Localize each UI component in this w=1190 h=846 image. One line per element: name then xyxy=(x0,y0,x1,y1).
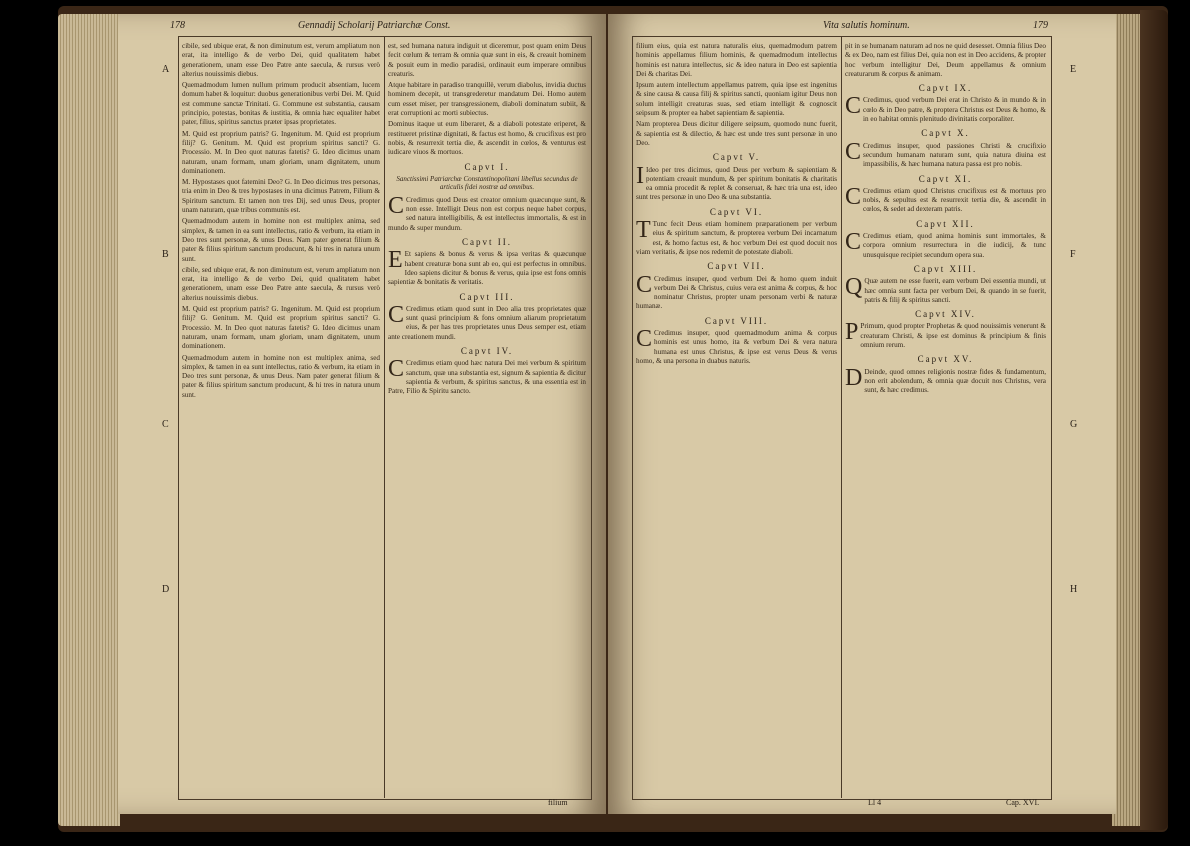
chapter-heading: Capvt IX. xyxy=(918,83,973,94)
drop-cap: D xyxy=(845,364,863,391)
left-column-1 xyxy=(182,42,380,794)
chapter-heading: Capvt V. xyxy=(712,152,761,163)
chapter-heading: Capvt III. xyxy=(459,291,515,302)
drop-cap: E xyxy=(388,247,403,274)
left-page-number: 178 xyxy=(170,20,185,31)
paragraph: Ipsum autem intellectum appellamus patrem, quia ipse est ingenitus & sine causa & causa filij & spiritus sancti, quoniam igitur Deus non solum intelligit creaturas suas, sed etiam intelligit & cognoscit seipsum & propter ea habet sapientiam & sapientia. xyxy=(636,81,837,118)
chapter-heading: Capvt X. xyxy=(921,128,970,139)
chapter-text: C Credimus etiam, quod anima hominis sunt immortales, & corpora omnium resurrectura in die iudicij, & tunc unusquisque recipiet secundum opera sua. xyxy=(845,229,1046,259)
paragraph: pit in se humanam naturam ad nos ne quid desesset. Omnia filius Deo & ex Deo, nam est filius Dei, quia non est in Deo accidens, & propter hoc verbum intelligitur Dei, Deum appellamus & omnium creaturarum & corpus & animam. xyxy=(845,42,1046,78)
chapter-text: C Credimus etiam quod sunt in Deo alia tres proprietates quæ sunt quasi principium & fons omnium aliarum proprietatum eius, & per has tres proprietates unus Deus semper est, etiam ante creationem mundi. xyxy=(388,301,586,341)
drop-cap: T xyxy=(636,217,651,244)
drop-cap: C xyxy=(845,229,862,256)
chapter-heading: Capvt I. xyxy=(464,161,510,172)
margin-letter-b: B xyxy=(162,249,169,260)
drop-cap: C xyxy=(845,183,862,210)
chapter-text: Q Quæ autem ne esse fuerit, eam verbum Dei essentia mundi, ut hæc omnia sunt facta per verbum Dei, & quando in se fuerit, patris & filij & spiritus sancti. xyxy=(845,274,1046,304)
paragraph: est, sed humana natura indiguit ut diceremur, post quam enim Deus fecit cœlum & terram & omnia quæ sunt in eis, & creauit hominem & posuit eum in medio paradisi, ordinauit eum imperare omnibus creaturis. xyxy=(388,42,586,78)
right-page-number: 179 xyxy=(1033,20,1048,31)
drop-cap: C xyxy=(388,301,405,328)
cover-edge-right xyxy=(1140,10,1168,830)
chapter-text: C Credimus insuper, quod verbum Dei & homo quem induit verbum Dei & Christus, cuius vera est anima & corpus, & hoc nominatur Christus, propter unam personam verbi & naturæ humanæ. xyxy=(636,271,837,311)
paragraph: cibile, sed ubique erat, & non diminutum est, verum ampliatum non erat, ita intelligo & de verbo Dei, quid qualitatem habet generationem, unam esse Deo Patre ante saecula, & rursus verò alterius nouissimis diebus. xyxy=(182,42,380,78)
paragraph: M. Quid est proprium patris? G. Ingenitum. M. Quid est proprium filij? G. Genitum. M. Quid est proprium spiritus sancti? G. Processio. M. In Deo quot naturas fatetis? G. Ideo dicimus unam naturam, unam formam, unam gloriam, unam dignitatem, unum dominationem. xyxy=(182,129,380,175)
right-running-title: Vita salutis hominum. xyxy=(823,20,910,31)
margin-letter-h: H xyxy=(1070,584,1078,595)
signature-mark: Ll 4 xyxy=(868,798,882,807)
page-edges-left xyxy=(58,14,120,826)
left-column-2 xyxy=(388,42,586,794)
chapter-text: C Credimus insuper, quod passiones Christi & crucifixio secundum humanam naturam sunt, quia natura diuina est impassibilis, & hæc humana natura passa est pro nobis. xyxy=(845,138,1046,169)
margin-letter-a: A xyxy=(162,64,170,75)
chapter-heading: Capvt XIII. xyxy=(913,263,978,274)
drop-cap: Q xyxy=(845,274,863,301)
paragraph: Dominus itaque ut eum liberaret, & a diaboli potestate eriperet, & restitueret pristinæ dignitati, & factus est homo, & crucifixus est pro nobis, & resurrexit tertia die, & ascendit in cœlos, & venturus est iudicare viuos & mortuos. xyxy=(388,120,586,157)
left-running-title: Gennadij Scholarij Patriarchæ Const. xyxy=(298,20,451,31)
right-catchword: Cap. XVI. xyxy=(1006,798,1040,807)
paragraph: M. Hypostases quot fatemini Deo? G. In Deo dicimus tres personas, tria enim in Deo & tres hypostases in una dicimus Patrem, Filium & Spiritum sanctum. Et tamen non tres Dij, sed unus Deus, propter unam naturam, quæ tribus communis est. xyxy=(182,178,380,215)
chapter-heading: Capvt VI. xyxy=(709,206,764,217)
chapter-text: C Credimus etiam quod hæc natura Dei mei verbum & spiritum sanctum, quæ una substantia est, signum & sapientia & dicitur sapientia & verbum, & spiritus sanctus, & una essentia est in Patre, Filio & Spiritu sancto. xyxy=(388,356,586,396)
right-column-1 xyxy=(636,42,837,794)
paragraph: Atque habitare in paradiso tranquillè, verum diabolus, invidia ductus hominem decepit, ut transgrederetur mandatum Dei. Homo autem cum esset miser, per transgressionem, diaboli dominatum subiit, & erat corruptioni ac morti subiectus. xyxy=(388,81,586,118)
drop-cap: C xyxy=(636,326,653,353)
paragraph: cibile, sed ubique erat, & non diminutum est, verum ampliatum non erat, ita intelligo & de verbo Dei, quid qualitatem habet generationem, unam esse Deo Patre ante saecula, & rursus verò alterius nouissimis diebus. xyxy=(182,265,380,302)
chapter-heading: Capvt VIII. xyxy=(704,315,769,326)
chapter-text: T Tunc fecit Deus etiam hominem præparationem per verbum eius & spiritum sanctum, & propterea verbum Dei incarnatum est, & homo factus est, & hoc verbum Dei est quod docuit nos viam veritatis, & ipse nos redemit de potestate diaboli. xyxy=(636,217,837,256)
drop-cap: C xyxy=(388,192,405,219)
chapter-heading: Capvt XIV. xyxy=(915,309,976,320)
paragraph: Quemadmodum autem in homine non est multiplex anima, sed simplex, & tamen in ea sunt intellectus, ratio & verbum, ita etiam in Deo tres sunt personæ, & unus Deus. Nam pater generat filium & pater & filius spiritum sanctum producunt, & hi tres in natura unum sunt. xyxy=(182,217,380,263)
chapter-text: I Ideo per tres dicimus, quod Deus per verbum & sapientiam & potentiam creauit mundum, & per spiritum bonitatis & charitatis ea omnia procedit & replet & conseruat, & hæc tria una est, ideo sunt tres personæ in uno Deo & una substantia. xyxy=(636,162,837,202)
chapter-heading: Capvt XV. xyxy=(917,354,974,365)
left-page xyxy=(118,14,606,814)
chapter-text: D Deinde, quod omnes religionis nostræ fides & fundamentum, non erit abolendum, & omnia quæ docuit nos Christus, vera sunt, & hæc credimus. xyxy=(845,364,1046,395)
chapter-text: C Credimus insuper, quod quemadmodum anima & corpus hominis est unus homo, ita & verbum Dei & vera natura humana est unus Christus, & ipse est verus Deus & verus homo, & una persona in duabus naturis. xyxy=(636,326,837,365)
paragraph: filium eius, quia est natura naturalis eius, quemadmodum patrem hominis appellamus filium hominis, & quemadmodum intellectus hominis est natura intellectus, sic & ideo natura in Deo est sapientia Dei & charitas Dei. xyxy=(636,42,837,78)
chapter-heading: Capvt VII. xyxy=(707,261,766,272)
right-column-2 xyxy=(845,42,1046,794)
left-column-rule xyxy=(384,36,385,798)
drop-cap: C xyxy=(845,138,862,165)
right-page xyxy=(608,14,1116,814)
chapter-subtitle: Sanctissimi Patriarchæ Constantinopolitani libellus secundus de articulis fidei nostræ ad omnibus. xyxy=(396,174,578,192)
margin-letter-e: E xyxy=(1070,64,1077,75)
drop-cap: C xyxy=(845,93,862,120)
chapter-heading: Capvt XII. xyxy=(916,218,975,229)
chapter-text: C Credimus, quod verbum Dei erat in Christo & in mundo & in cœlo & in Deo patre, & proptera Christus est Deus & homo, & in eo habitat omnis plenitudo divinitatis corporaliter. xyxy=(845,93,1046,124)
paragraph: Quemadmodum lumen nullum primum producit absentiam, lucem domum habet & loquitur: duobus generationibus verbi Dei. M. Quid est commune sanctæ Trinitati. G. Commune est substantia, causam principio, potestas, bonitas & iustitia, & omnia hæc equaliter habet pater, filius, spiritus sanctus præter ipsas proprietates. xyxy=(182,81,380,127)
chapter-heading: Capvt XI. xyxy=(918,173,973,184)
chapter-text: C Credimus etiam quod Christus crucifixus est & mortuus pro nobis, & sepultus est & resurrexit tertia die, & ascendit in cœlos, & sedet ad dexteram patris. xyxy=(845,183,1046,214)
chapter-text: C Credimus quod Deus est creator omnium quæcunque sunt, & non esse. Intelligit Deus non est corpus neque habet corpus, sed natura intelligibilis, & est intellectus immortalis, & est in mundo & super mundum. xyxy=(388,192,586,232)
margin-letter-c: C xyxy=(162,419,169,430)
drop-cap: P xyxy=(845,319,859,346)
chapter-heading: Capvt II. xyxy=(462,237,512,248)
margin-letter-d: D xyxy=(162,584,170,595)
margin-letter-g: G xyxy=(1070,419,1078,430)
paragraph: M. Quid est proprium patris? G. Ingenitum. M. Quid est proprium filij? G. Genitum. M. Quid est proprium spiritus sancti? G. Processio. M. In Deo quot naturas fatetis? G. Ideo dicimus unam naturam, unam formam, unam gloriam, unam dignitatem, unum dominationem. xyxy=(182,305,380,351)
right-column-rule xyxy=(841,36,842,798)
chapter-heading: Capvt IV. xyxy=(460,346,514,357)
margin-letter-f: F xyxy=(1070,249,1076,260)
paragraph: Quemadmodum autem in homine non est multiplex anima, sed simplex, & tamen in ea sunt intellectus, ratio & verbum, ita etiam in Deo tres sunt personæ, & unus Deus. Nam pater generat filium & pater & filius spiritum sanctum producunt, & hi tres in natura unum sunt. xyxy=(182,353,380,399)
drop-cap: I xyxy=(636,162,644,189)
chapter-text: E Et sapiens & bonus & verus & ipsa veritas & quæcunque habent creaturæ bona sunt ab eo, qui est perfectus in omnibus. Ideo sapiens dicitur & bonus & verus, quia ipse est fons omnis sapientiæ & bonitatis & veritatis. xyxy=(388,247,586,287)
drop-cap: C xyxy=(636,271,653,298)
drop-cap: C xyxy=(388,356,405,383)
chapter-text: P Primum, quod propter Prophetas & quod nouissimis venerunt & creaturam Christi, & ipse est dominus & principium & finis omnium rerum. xyxy=(845,319,1046,350)
paragraph: Nam propterea Deus dicitur diligere seipsum, quomodo nunc fuerit, & sapientia est & dilectio, & hæc est unde tres sunt personæ in uno Deo. xyxy=(636,120,837,147)
left-catchword: filium xyxy=(548,798,568,807)
